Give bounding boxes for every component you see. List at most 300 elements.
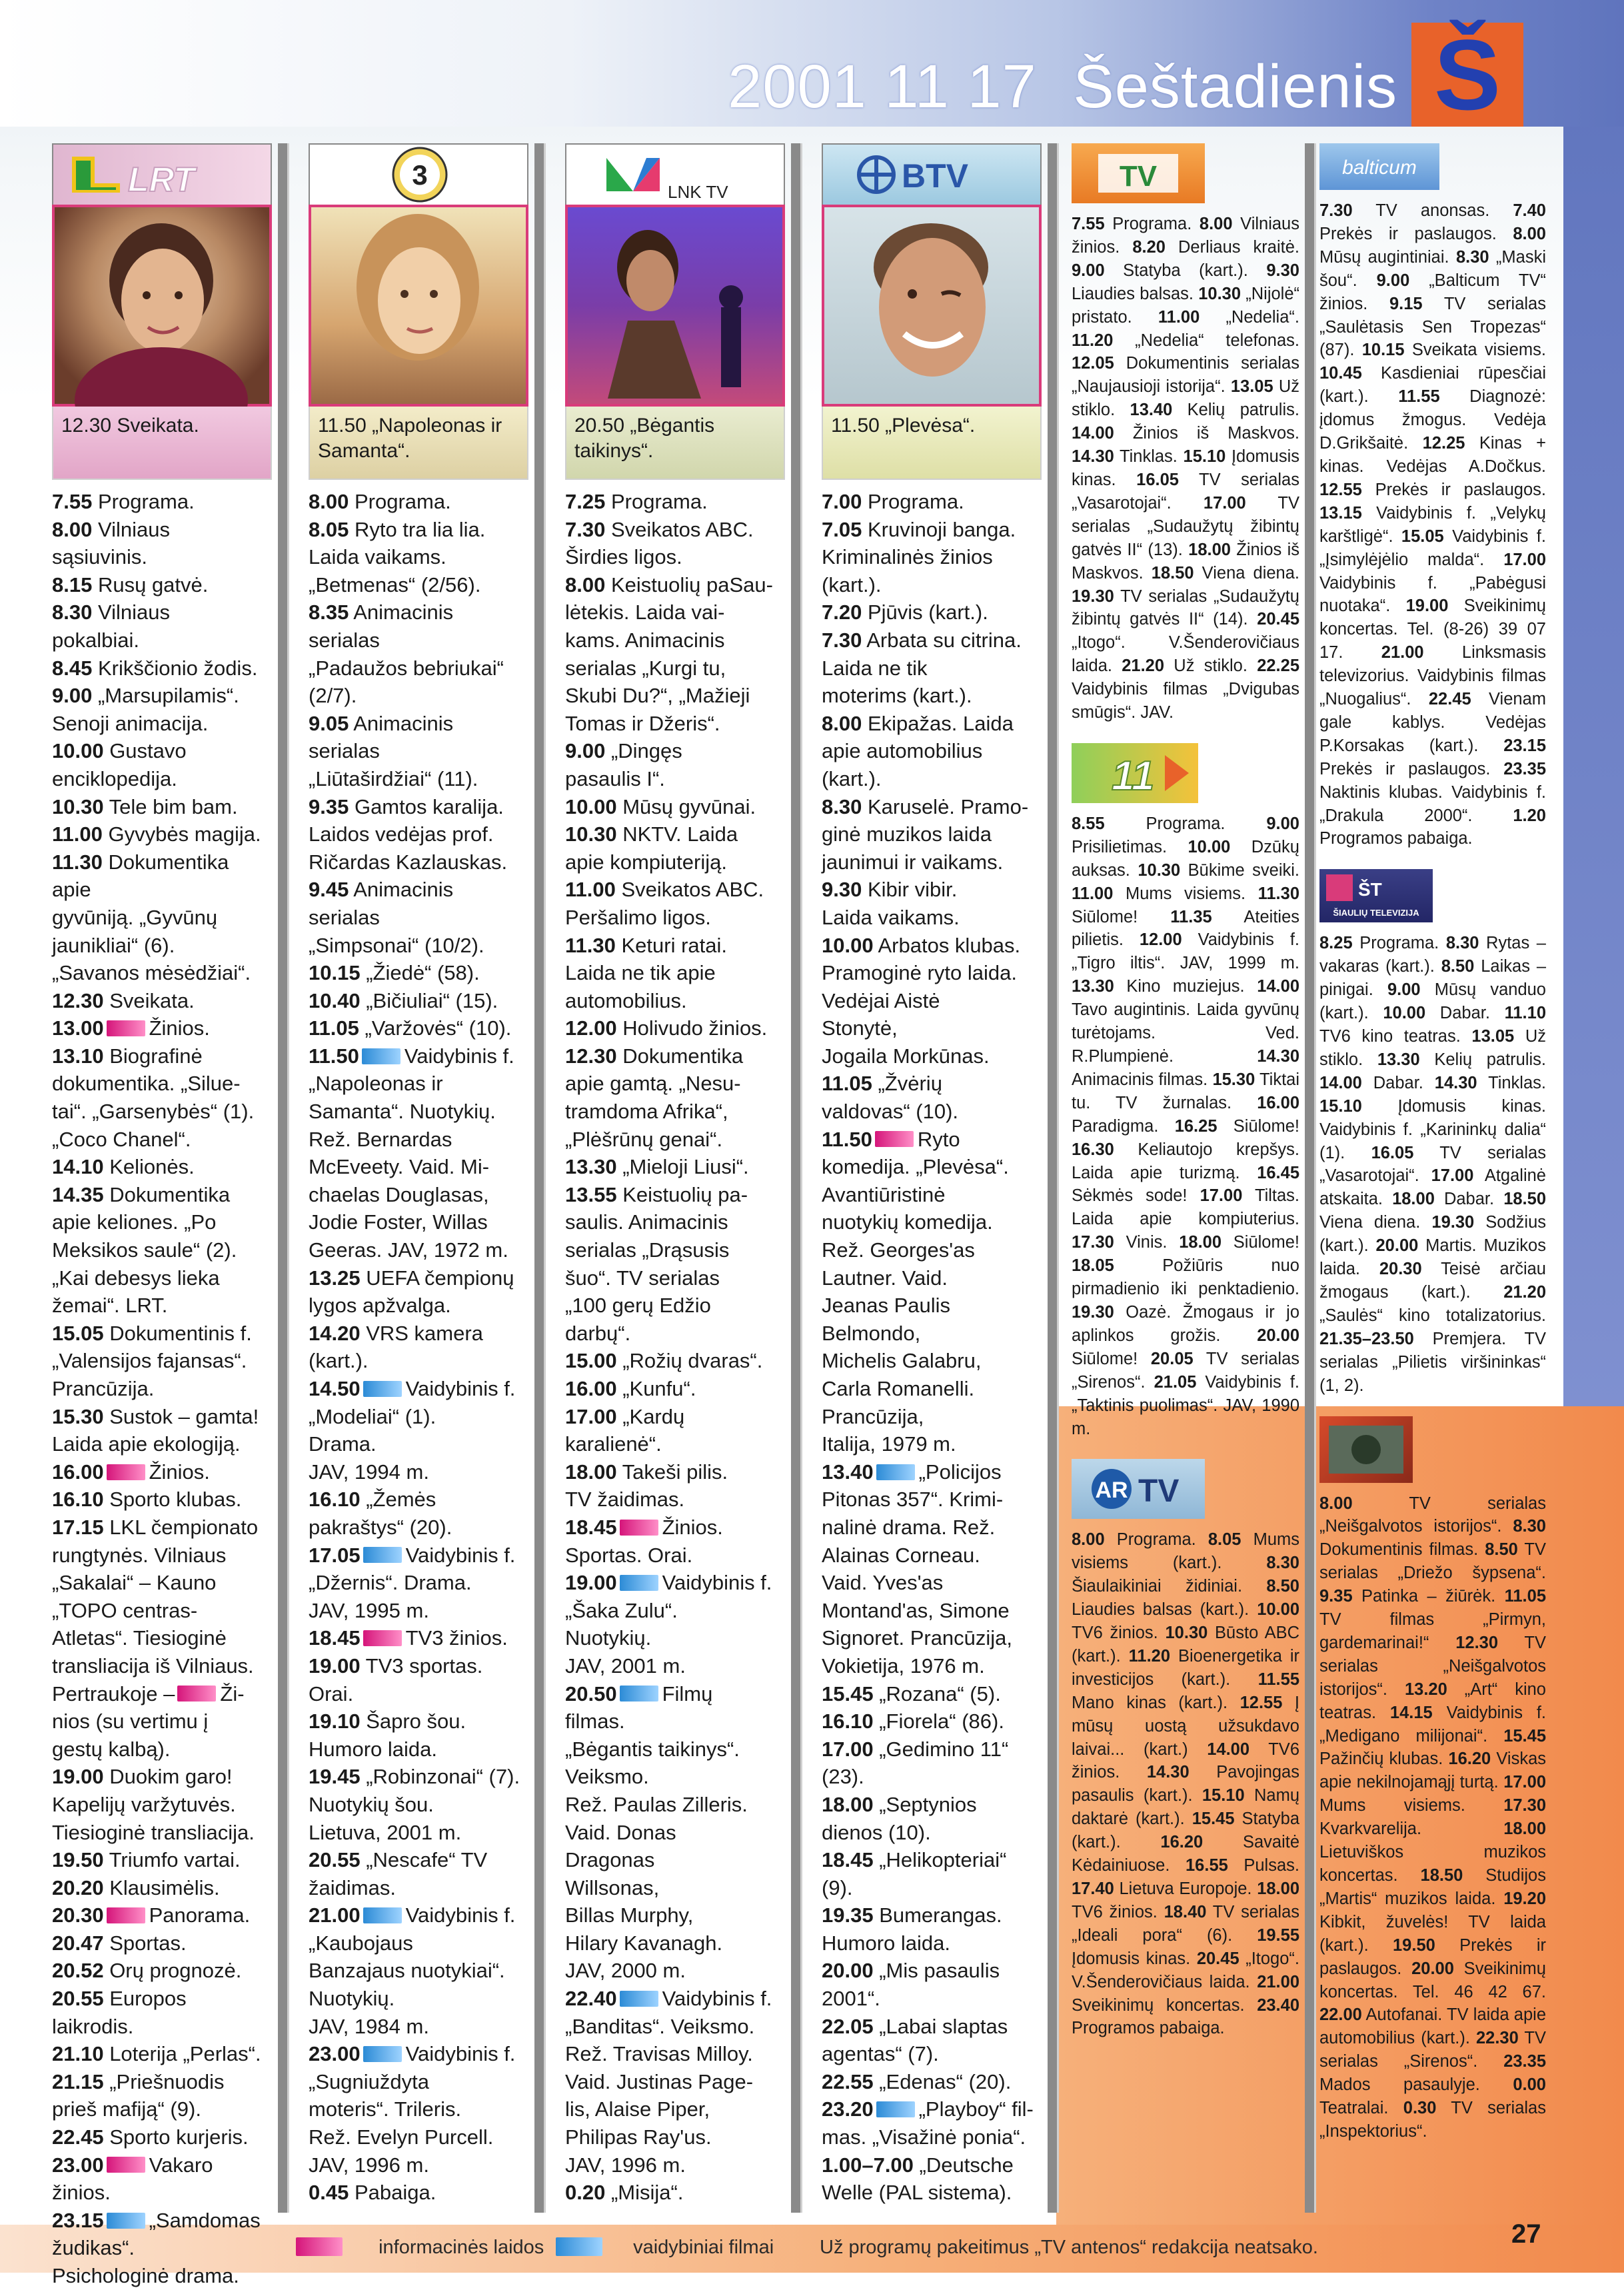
schedule-entry — [822, 1901, 1042, 1957]
entry-time: 14.20 — [309, 1321, 361, 1345]
entry-time: 20.30 — [52, 1903, 104, 1927]
entry-text: Loterija „Perlas“. — [103, 2042, 261, 2066]
entry-text: Arbata su citrina. Laida ne tik moterims (kart.). — [822, 628, 1022, 708]
entry-text: Teatralai. — [1319, 2099, 1403, 2118]
entry-time: 9.00 — [52, 684, 93, 708]
entry-time: 18.00 — [1257, 1879, 1299, 1898]
entry-text: Kruvinoji banga. Kriminalinės žinios (kart.). — [822, 517, 1016, 596]
entry-time: 11.00 — [52, 822, 103, 846]
entry-time: 10.45 — [1319, 364, 1362, 383]
entry-time: 11.00 — [1158, 307, 1200, 327]
entry-time: 13.30 — [565, 1155, 617, 1179]
entry-text: Mums visiems. — [1113, 884, 1258, 903]
entry-time: 11.20 — [1072, 331, 1114, 350]
info-program-icon — [296, 2237, 343, 2256]
entry-text: Sveikinimų koncertas. — [1072, 1995, 1257, 2015]
entry-time: 9.15 — [1389, 294, 1423, 313]
entry-time: 18.00 — [1179, 1233, 1222, 1252]
lead-text: 12.30 Sveikata. — [61, 415, 199, 437]
entry-text: Gyvybės magija. — [102, 822, 261, 846]
entry-time: 14.00 — [1072, 424, 1114, 443]
entry-text: Siūlome! — [1221, 1233, 1299, 1252]
entry-text: Vaidybinis f. „Medigano milijonai“. — [1319, 1703, 1546, 1745]
column-divider — [534, 143, 544, 2213]
entry-text: Tele bim bam. — [103, 794, 238, 818]
entry-time: 8.00 — [565, 572, 606, 596]
schedule-entry — [52, 2040, 272, 2068]
lnk-logo — [565, 143, 785, 205]
entry-time: 19.50 — [52, 1848, 104, 1872]
schedule-entry — [309, 1375, 528, 1486]
entry-text: Atgalinė atskaita. — [1319, 1166, 1546, 1209]
legend-film — [553, 2237, 774, 2259]
entry-time: 17.00 — [1431, 1166, 1474, 1186]
entry-time: 8.00 — [1199, 215, 1233, 233]
svg-text:3: 3 — [412, 159, 428, 191]
entry-text: Prekės ir paslaugos. — [1319, 1935, 1546, 1978]
schedule-entry — [309, 710, 528, 793]
entry-time: 8.00 — [52, 517, 93, 541]
entry-text: Statyba (kart.). — [1072, 1809, 1300, 1852]
entry-text: Vaidybinis f. „Sugniuždyta moteris“. Trileris. Rež. Evelyn Purcell. JAV, 1996 m. — [309, 2042, 516, 2177]
schedule-entry — [52, 1403, 272, 1458]
channel-column-lnk — [565, 143, 785, 2207]
schedule-entry — [52, 820, 272, 848]
entry-text: Kelionės. — [103, 1155, 195, 1179]
entry-text: Ekipažas. Laida apie automobilius (kart.). — [822, 711, 1014, 790]
schedule-entry — [822, 2151, 1042, 2207]
entry-text: Prekės ir paslaugos. — [1361, 480, 1546, 499]
schedule-entry — [565, 793, 785, 821]
entry-time: 10.30 — [1198, 284, 1241, 303]
entry-text: „Itogo“. V.Šenderovičiaus laida. — [1072, 1949, 1299, 1991]
entry-time: 14.30 — [1257, 1047, 1299, 1066]
film-icon — [363, 1381, 402, 1397]
entry-text: TV3 sportas. Orai. — [309, 1654, 483, 1706]
entry-time: 15.30 — [1212, 1070, 1255, 1089]
entry-text: Sveikinimų koncertas. Tel. (8-26) 39 07 17. — [1319, 596, 1546, 662]
schedule-entry — [52, 1985, 272, 2040]
entry-text: Vilniaus pokalbiai. — [52, 600, 170, 652]
entry-text: Sveikata visiems. — [1404, 341, 1546, 360]
schedule-entry — [565, 488, 785, 516]
entry-time: 8.25 — [1319, 934, 1353, 953]
entry-time: 16.20 — [1448, 1749, 1491, 1769]
entry-text: Tinklas. — [1477, 1073, 1546, 1092]
entry-text: Studijos „Martis“ muzikos laida. — [1319, 1866, 1546, 1908]
entry-time: 21.05 — [1154, 1372, 1197, 1392]
entry-time: 21.10 — [52, 2042, 104, 2066]
entry-text: Keliautojo krepšys. Laida apie turizmą. — [1072, 1140, 1299, 1182]
entry-time: 16.05 — [1136, 470, 1179, 489]
entry-time: 13.05 — [1471, 1027, 1515, 1046]
entry-time: 0.00 — [1513, 2075, 1546, 2095]
entry-text: Linksmasis televizorius. Vaidybinis filmas „Nuogalius“. — [1319, 643, 1546, 709]
schedule-entry — [565, 1042, 785, 1153]
entry-text: TV serialas „Sirenos“. — [1319, 2029, 1546, 2071]
film-icon — [362, 1048, 401, 1064]
entry-time: 12.00 — [565, 1016, 617, 1040]
entry-time: 14.50 — [309, 1377, 361, 1400]
entry-text: TV serialas „Saulėtasis Sen Tropezas“ (87). — [1319, 294, 1546, 360]
entry-time: 14.00 — [1207, 1739, 1250, 1759]
page-number: 27 — [1511, 2219, 1541, 2249]
svg-text:TV: TV — [1138, 1474, 1180, 1510]
entry-text: Dzūkų auksas. — [1072, 837, 1299, 880]
schedule-entry — [822, 1680, 1042, 1708]
info-program-icon — [177, 1686, 216, 1702]
entry-text: Programa. — [1104, 1530, 1208, 1550]
entry-time: 23.35 — [1503, 2052, 1546, 2071]
entry-time: 17.15 — [52, 1515, 104, 1539]
entry-text: Vaidybinis f. „Pabėgusi nuotaka“. — [1319, 573, 1546, 616]
entry-text: „Nescafe“ TV žaidimas. — [309, 1848, 488, 1899]
entry-text: Oazė. Žmogaus ir jo aplinkos grožis. — [1072, 1302, 1299, 1345]
schedule-entry — [565, 1569, 785, 1680]
entry-text: Programos pabaiga. — [1072, 2019, 1225, 2038]
entry-text: Filmų filmas. „Bėgantis taikinys“. Veiksmo. Rež. Paulas Zilleris. Vaid. Donas Dragonas Willsonas, Billas Murphy, Hilary Kavanagh. JAV, 2000 m. — [565, 1682, 748, 1983]
entry-time: 13.25 — [309, 1266, 361, 1290]
entry-text: „Policijos Pitonas 357“. Krimi- nalinė drama. Rež. Alainas Corneau. Vaid. Yves'as Montand'as, Simone Signoret. Prancūzija, Vokietija, 1976 m. — [822, 1460, 1013, 1678]
entry-time: 12.30 — [52, 988, 104, 1012]
entry-text: Dokumentika apie gamtą. „Nesu- tramdoma Afrika“, „Plėšrūnų genai“. — [565, 1044, 744, 1151]
entry-text: Už stiklo. — [1072, 377, 1299, 420]
entry-text: „Marsupilamis“. Senoji animacija. — [52, 684, 239, 735]
entry-text: „Itogo“. V.Šenderovičiaus laida. — [1072, 633, 1299, 676]
entry-time: 14.30 — [1434, 1073, 1477, 1092]
schedule-entry — [309, 1624, 528, 1652]
schedule-entry — [52, 1514, 272, 1763]
film-icon — [876, 1464, 915, 1480]
entry-time: 22.30 — [1475, 2029, 1519, 2048]
schedule-entry — [52, 1874, 272, 1902]
schedule-entry — [565, 1375, 785, 1403]
legend-info — [293, 2237, 544, 2259]
entry-text: Vaidybinis f. „Napoleonas ir Samanta“. Nuotykių. Rež. Bernardas McEveety. Vaid. Mi- chaelas Douglasas, Jodie Foster, Willas Geeras. JAV, 1972 m. — [309, 1044, 514, 1262]
entry-text: Mums visiems (kart.). — [1072, 1530, 1299, 1573]
entry-text: „Mis pasaulis 2001“. — [822, 1959, 1000, 2011]
entry-text: „Bičiuliai“ (15). — [360, 988, 498, 1012]
schedule-entry — [52, 2151, 272, 2207]
lrt-logo — [52, 143, 272, 205]
entry-text: Mano kinas (kart.). — [1072, 1693, 1240, 1712]
entry-time: 23.15 — [1503, 736, 1546, 755]
entry-time: 16.00 — [52, 1460, 104, 1484]
entry-text: Pulsas. — [1227, 1856, 1299, 1875]
entry-text: Siūlome! — [1072, 907, 1171, 926]
entry-time: 20.00 — [1375, 1236, 1419, 1256]
svg-text:AR: AR — [1095, 1478, 1128, 1504]
entry-text: Vaidybinis f. „Modeliai“ (1). Drama. JAV, 1994 m. — [309, 1377, 516, 1484]
entry-time: 11.30 — [565, 933, 616, 957]
lead-text: 20.50 „Bėgantis taikinys“. — [574, 415, 715, 462]
entry-time: 8.15 — [52, 572, 93, 596]
entry-text: TV anonsas. — [1352, 201, 1513, 220]
entry-time: 9.30 — [1266, 261, 1299, 280]
man-smiling-image — [824, 207, 1039, 399]
entry-text: „Nedelia“. — [1200, 307, 1299, 327]
entry-text: Keturi ratai. Laida ne tik apie automobilius. — [565, 933, 727, 1012]
column-divider — [278, 143, 287, 2213]
entry-time: 23.40 — [1257, 1995, 1299, 2015]
entry-time: 18.00 — [822, 1792, 874, 1816]
entry-text: „Balticum TV“ žinios. — [1319, 271, 1546, 313]
schedule-entry — [822, 1458, 1042, 1680]
entry-time: 11.05 — [1504, 1587, 1546, 1606]
entry-time: 22.55 — [822, 2069, 874, 2093]
entry-time: 11.05 — [309, 1016, 359, 1040]
entry-time: 7.20 — [822, 600, 862, 624]
entry-text: TV6 žinios. — [1072, 1739, 1299, 1782]
entry-time: 12.55 — [1239, 1693, 1283, 1712]
tv3-photo — [309, 205, 528, 407]
schedule-entry — [309, 1708, 528, 1763]
schedule-entry — [309, 1901, 528, 2040]
entry-text: Keistuolių paSau- lėtekis. Laida vai- kams. Animacinis serialas „Kurgi tu, Skubi Du?“, „Mažieji Tomas ir Džeris“. — [565, 572, 773, 735]
entry-text: Programa. — [1104, 814, 1267, 833]
schedule-entry — [52, 654, 272, 682]
page-date-title — [728, 52, 1397, 122]
entry-text: Vinis. — [1114, 1233, 1180, 1252]
schedule-entry — [822, 2095, 1042, 2151]
entry-time: 13.05 — [1230, 377, 1273, 397]
entry-time: 20.30 — [1379, 1260, 1422, 1279]
entry-text: Animacinis serialas „Liūtaširdžiai“ (11). — [309, 711, 478, 790]
schedule-entry — [822, 488, 1042, 516]
schedule-entry — [565, 1014, 785, 1042]
man-silhouette-image — [568, 207, 782, 399]
entry-time: 11.55 — [1398, 387, 1440, 407]
entry-time: 22.45 — [1428, 690, 1471, 709]
entry-text: Sustok – gamta! Laida apie ekologiją. — [52, 1404, 259, 1456]
entry-text: Sveikatos ABC. Širdies ligos. — [565, 517, 754, 569]
entry-time: 16.45 — [1257, 1163, 1299, 1182]
entry-time: 22.25 — [1257, 656, 1299, 676]
entry-time: 10.30 — [1138, 860, 1181, 880]
entry-text: Kelių patrulis. — [1172, 401, 1299, 420]
entry-text: Naktinis klubas. Vaidybinis f. „Drakula 2000“. — [1319, 782, 1546, 825]
entry-time: 11.55 — [1257, 1670, 1299, 1689]
entry-text: Viena diena. — [1194, 563, 1299, 582]
entry-time: 13.00 — [52, 1016, 104, 1040]
entry-text: Įdomusis kinas. Vaidybinis f. „Karininkų dalia“ (1). — [1319, 1096, 1546, 1162]
entry-time: 15.45 — [1192, 1809, 1235, 1829]
entry-time: 20.45 — [1196, 1949, 1239, 1968]
entry-text: Žinios iš Maskvos. — [1072, 540, 1299, 582]
entry-time: 21.00 — [309, 1903, 361, 1927]
entry-text: Vienam gale kablys. Vedėjas P.Korsakas (kart.). — [1319, 690, 1546, 755]
entry-text: Siūlome! — [1072, 1349, 1151, 1368]
entry-time: 10.00 — [565, 794, 617, 818]
entry-text: Ryto tra lia lia. Laida vaikams. „Betmenas“ (2/56). — [309, 517, 486, 596]
entry-time: 20.05 — [1150, 1349, 1194, 1368]
entry-time: 21.15 — [52, 2069, 104, 2093]
tv-11-logo-icon — [1072, 743, 1198, 803]
entry-text: Už stiklo. — [1164, 656, 1257, 676]
entry-time: 0.30 — [1403, 2099, 1437, 2118]
entry-text: Siūlome! — [1217, 1116, 1299, 1136]
entry-time: 21.20 — [1503, 1282, 1546, 1302]
entry-time: 8.00 — [822, 711, 862, 735]
entry-time: 13.10 — [52, 1044, 104, 1068]
entry-time: 9.30 — [822, 878, 862, 902]
entry-text: Tiktai tu. TV žurnalas. — [1072, 1070, 1299, 1112]
film-icon — [620, 1686, 658, 1702]
entry-text: Programa. — [349, 490, 451, 513]
entry-time: 9.45 — [309, 878, 349, 902]
entry-text: Gustavo enciklopedija. — [52, 739, 187, 790]
entry-time: 23.35 — [1503, 759, 1546, 778]
entry-time: 20.52 — [52, 1959, 104, 1983]
entry-time: 13.55 — [565, 1182, 617, 1206]
schedule-entry — [52, 1763, 272, 1846]
entry-text: Panorama. — [149, 1903, 251, 1927]
schedule-entry — [52, 1957, 272, 1985]
schedule-entry — [52, 737, 272, 792]
entry-time: 10.15 — [309, 961, 361, 985]
entry-time: 14.30 — [1146, 1763, 1190, 1782]
entry-time: 17.30 — [1072, 1233, 1114, 1252]
svg-text:LNK TV: LNK TV — [668, 182, 728, 202]
regional-channel-schedule — [1319, 1492, 1546, 2143]
schedule-entry — [309, 488, 528, 516]
entry-text: Vakaro žinios. — [52, 2153, 219, 2205]
footer-legend — [0, 2225, 1624, 2273]
schedule-entry — [309, 793, 528, 876]
schedule-entry — [52, 793, 272, 821]
entry-text: TV serialas „Driežo šypsena“. — [1319, 1540, 1546, 1583]
entry-text: Programa. — [605, 490, 708, 513]
tv-11-schedule — [1072, 812, 1299, 1440]
entry-time: 13.30 — [1377, 1050, 1420, 1069]
entry-time: 19.20 — [1503, 1889, 1546, 1908]
entry-time: 22.40 — [565, 1987, 617, 2011]
legend-film-label: vaidybiniai filmai — [633, 2237, 774, 2258]
entry-text: TV6 kino teatras. — [1319, 1027, 1472, 1046]
entry-text: „Nedelia“ telefonas. — [1113, 331, 1299, 350]
entry-time: 13.20 — [1404, 1680, 1447, 1699]
entry-time: 18.00 — [1392, 1190, 1435, 1209]
entry-text: Pabaiga. — [349, 2181, 436, 2205]
entry-time: 14.10 — [52, 1155, 104, 1179]
film-icon — [620, 1991, 658, 2007]
film-icon — [363, 1547, 402, 1563]
channel-column-tv3 — [309, 143, 528, 2207]
entry-text: Programa. — [1352, 934, 1446, 953]
entry-text: Liaudies balsas (kart.). — [1072, 1600, 1257, 1620]
entry-text: Klausimėlis. — [103, 1875, 220, 1899]
entry-text: Pažinčių klubas. — [1319, 1749, 1449, 1769]
entry-text: Sporto kurjeris. — [103, 2125, 249, 2149]
entry-time: 15.30 — [52, 1404, 104, 1428]
entry-text: Dokumentika apie gyvūniją. „Gyvūnų jaunikliai“ (6). „Savanos mėsėdžiai“. — [52, 850, 251, 985]
entry-text: NKTV. Laida apie kompiuteriją. — [565, 822, 738, 874]
entry-text: Mūsų augintiniai. — [1319, 247, 1456, 267]
entry-text: Holivudo žinios. — [616, 1016, 768, 1040]
schedule-entry — [822, 1126, 1042, 1458]
entry-text: Dokumentinis filmas. — [1319, 1540, 1485, 1560]
entry-text: „Fiorela“ (86). — [873, 1710, 1004, 1733]
entry-time: 17.40 — [1072, 1879, 1114, 1898]
entry-text: Būkime sveiki. — [1180, 860, 1299, 880]
entry-text: Biografinė dokumentika. „Siluе- tai“. „Garsenybės“ (1). „Coco Chanel“. — [52, 1044, 255, 1151]
entry-text: Ži- nios (su vertimu į gestų kalbą). — [52, 1682, 245, 1761]
schedule-entry — [52, 598, 272, 654]
entry-time: 18.50 — [1420, 1866, 1463, 1885]
entry-time: 19.55 — [1257, 1925, 1299, 1945]
schedule-entry — [52, 848, 272, 987]
entry-time: 21.00 — [1257, 1972, 1299, 1991]
entry-text: Įdomusis kinas. — [1072, 447, 1299, 489]
regional-channel-logo — [1319, 1416, 1413, 1483]
entry-time: 13.40 — [1130, 401, 1173, 420]
entry-text: Vaidybinis f. „Banditas“. Veiksmo. Rež. Travisas Milloy. Vaid. Justinas Page- lis, Alaise Piper, Philipas Ray'us. JAV, 1996 m. — [565, 1987, 772, 2177]
entry-time: 16.10 — [822, 1710, 874, 1733]
entry-text: Kibir vibir. Laida vaikams. — [822, 878, 960, 929]
entry-time: 15.45 — [1503, 1726, 1546, 1745]
btv-logo-icon — [823, 145, 1043, 205]
schedule-entry — [822, 1735, 1042, 1791]
schedule-entry — [309, 959, 528, 987]
entry-text: Bumerangas. Humoro laida. — [822, 1903, 1002, 1955]
entry-text: „Žemės pakraštys“ (20). — [309, 1488, 452, 1539]
entry-time: 17.00 — [565, 1404, 617, 1428]
entry-text: „Kardų karalienė“. — [565, 1404, 685, 1456]
entry-text: Kasdieniai rūpesčiai (kart.). — [1319, 364, 1546, 407]
siauliu-tv-schedule — [1319, 932, 1546, 1397]
weekday: Šeštadienis — [1073, 53, 1397, 121]
entry-time: 9.00 — [1387, 980, 1421, 1000]
schedule-entry — [822, 2013, 1042, 2068]
schedule-entry — [52, 488, 272, 516]
entry-text: Autofanai. TV laida apie automobilius (kart.). — [1319, 2005, 1546, 2048]
schedule-entry — [565, 1153, 785, 1181]
entry-text: Mados pasaulyje. — [1319, 2075, 1513, 2095]
entry-text: Takeši pilis. TV žaidimas. — [565, 1460, 728, 1512]
schedule-entry — [565, 1458, 785, 1514]
entry-text: TV serialas „Sirenos“. — [1072, 1349, 1299, 1392]
btv-photo — [822, 205, 1042, 407]
schedule-entry — [309, 1542, 528, 1625]
schedule-entry — [309, 1042, 528, 1264]
entry-text: Lietuva Europoje. — [1114, 1879, 1257, 1898]
schedule-entry — [565, 932, 785, 1015]
right-blue-strip — [1563, 0, 1624, 1406]
entry-text: Sveikatos ABC. Peršalimo ligos. — [565, 878, 764, 929]
schedule-entry — [52, 1153, 272, 1181]
entry-time: 23.00 — [309, 2042, 361, 2066]
schedule-entry — [52, 987, 272, 1015]
entry-text: Prisilietimas. — [1072, 837, 1188, 856]
entry-text: Vaidybinis f. „Taktinis puolimas“. JAV, 1990 m. — [1072, 1372, 1299, 1438]
entry-text: Vaidybinis filmas „Dvigubas smūgis“. JAV. — [1072, 680, 1299, 722]
channel-column-btv — [822, 143, 1042, 2207]
entry-text: „Maski šou“. — [1319, 247, 1546, 290]
entry-text: Į mūsų uostą užsukdavo laivai... (kart.) — [1072, 1693, 1300, 1759]
entry-text: Pavojingas pasaulis (kart.). — [1072, 1763, 1299, 1805]
entry-time: 20.55 — [52, 1987, 104, 2011]
entry-text: Dokumentika apie keliones. „Po Meksikos saule“ (2). „Kai debesys lieka žemai“. LRT. — [52, 1182, 237, 1318]
entry-text: Vaidybinis f. „Velykų karštligė“. — [1319, 503, 1546, 546]
entry-text: Liaudies balsas. — [1072, 284, 1199, 303]
entry-text: „Priešnuodis prieš mafiją“ (9). — [52, 2069, 225, 2121]
entry-text: Žinios iš Maskvos. — [1114, 424, 1299, 443]
entry-text: Kvarkvarelija. — [1319, 1819, 1504, 1839]
entry-text: „Labai slaptas agentas“ (7). — [822, 2014, 1008, 2066]
channel-picture-icon — [1319, 1416, 1413, 1483]
artv-schedule — [1072, 1528, 1299, 2040]
entry-text: Mūsų vanduo (kart.). — [1319, 980, 1546, 1023]
